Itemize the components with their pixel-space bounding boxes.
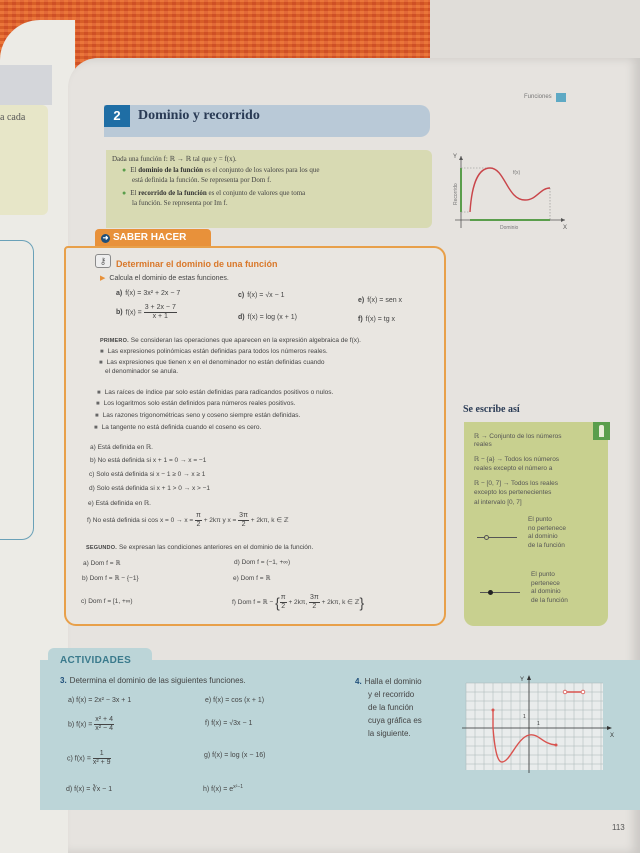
key-icon: ⚷ xyxy=(95,254,111,268)
rule-item: ■ Las razones trigonométricas seno y coseno siempre están definidas. xyxy=(95,412,301,419)
arrow-right-icon: ➜ xyxy=(102,235,109,242)
function-a: a) f(x) = 3x² + 2x − 7 xyxy=(116,290,181,297)
rule-item: ■ Las expresiones que tienen x en el denominador no están definidas cuando xyxy=(99,359,325,366)
notation-line: reales excepto el número a xyxy=(474,465,553,472)
svg-text:1: 1 xyxy=(537,721,540,727)
function-e: e) f(x) = sen x xyxy=(358,297,403,304)
function-d: d) f(x) = log (x + 1) xyxy=(238,314,298,321)
q4-prompt: 4. Halla el dominio y el recorrido de la función cuya gráfica es la siguiente. xyxy=(355,677,422,738)
result-b: b) Dom f = ℝ − {−1} xyxy=(82,575,139,582)
svg-text:Recorrido: Recorrido xyxy=(453,183,459,205)
square-bullet-icon: ■ xyxy=(94,425,98,431)
q3-item-d: d) f(x) = ∛x − 1 xyxy=(66,786,113,793)
svg-text:Y: Y xyxy=(453,154,458,160)
open-point-icon xyxy=(484,535,489,540)
se-escribe-asi-title: Se escribe así xyxy=(463,404,520,415)
result-c: c) Dom f = [1, +∞) xyxy=(81,598,133,605)
q3-item-f: f) f(x) = √3x − 1 xyxy=(205,720,253,727)
answer-b: b) No está definida si x + 1 = 0 → x = −1 xyxy=(90,457,207,464)
svg-text:X: X xyxy=(610,733,615,739)
svg-text:Y: Y xyxy=(520,677,525,683)
closed-point-desc: El punto pertenece al dominio de la función xyxy=(531,571,568,604)
definition-intro: Dada una función f: ℝ → ℝ tal que y = f(x). xyxy=(112,155,237,163)
chapter-label: Funciones xyxy=(524,94,552,100)
q3-prompt: 3. Determina el dominio de las siguientes funciones. xyxy=(60,676,246,685)
square-bullet-icon: ■ xyxy=(97,390,101,396)
result-f: f) Dom f = ℝ − { $\frac{\pi}{2}$ + 2kπ, $\frac{3\pi}{2}$ + 2kπ, k ∈ ℤ} xyxy=(232,594,365,611)
result-d: d) Dom f = (−1, +∞) xyxy=(234,559,291,566)
answer-a: a) Está definida en ℝ. xyxy=(90,444,153,451)
closed-point-line xyxy=(480,592,520,593)
triangle-bullet-icon: ▶ xyxy=(100,275,106,282)
q3-item-a: a) f(x) = 2x² − 3x + 1 xyxy=(68,697,132,704)
page-number: 113 xyxy=(612,823,625,832)
saber-hacer-title: Determinar el dominio de una función xyxy=(116,259,278,269)
segundo-text: SEGUNDO. Se expresan las condiciones anteriores en el dominio de la función. xyxy=(86,544,314,551)
saber-hacer-tab: ➜ SABER HACER xyxy=(95,229,211,246)
result-a: a) Dom f = ℝ xyxy=(83,560,121,567)
notation-line: ℝ → Conjunto de los números xyxy=(474,433,562,440)
square-bullet-icon: ■ xyxy=(95,413,99,419)
left-page-strip xyxy=(0,65,52,105)
result-e: e) Dom f = ℝ xyxy=(233,575,271,582)
notation-line: excepto los pertenecientes xyxy=(474,489,552,496)
q3-item-h: h) $f(x) = e^{x^2-1}$ xyxy=(203,784,244,793)
answer-c: c) Solo está definida si x − 1 ≥ 0 → x ≥ 1 xyxy=(89,471,206,478)
q3-item-b: b) f(x) = $\frac{\text{x² + 4}}{\text{x² − 4}}$ xyxy=(68,716,113,732)
rule-item-cont: el denominador se anula. xyxy=(105,368,178,375)
notation-line: reales xyxy=(474,441,492,448)
notation-line: ℝ − {a} → Todos los números xyxy=(474,456,560,463)
function-b: b) f(x) = $\frac{3 + 2x - 7}{x + 1}$ xyxy=(116,304,176,320)
notation-line: al intervalo [0, 7] xyxy=(474,499,522,506)
answer-d: d) Solo está definida si x + 1 > 0 → x > −1 xyxy=(89,485,211,492)
rule-item: ■ Las raíces de índice par solo están definidas para radicandos positivos o nulos. xyxy=(97,389,334,396)
q3-item-e: e) f(x) = cos (x + 1) xyxy=(205,697,265,704)
svg-text:X: X xyxy=(563,225,568,230)
primero-text: PRIMERO. Se consideran las operaciones que aparecen en la expresión algebraica de f(x). xyxy=(100,337,361,344)
open-point-desc: El punto no pertenece al dominio de la función xyxy=(528,516,566,549)
svg-text:Dominio: Dominio xyxy=(500,225,519,230)
definition-dominio: ● El dominio de la función es el conjunto de los valores para los que está definida la función. Se representa por Dom f. xyxy=(122,166,320,184)
square-bullet-icon: ■ xyxy=(96,401,100,407)
rule-item: ■ Los logaritmos solo están definidos para números reales positivos. xyxy=(96,400,296,407)
section-number: 2 xyxy=(104,105,130,127)
rule-item: ■ Las expresiones polinómicas están definidas para todos los números reales. xyxy=(100,348,328,355)
actividades-title: ACTIVIDADES xyxy=(60,655,132,666)
pencil-icon xyxy=(593,422,610,440)
domain-range-figure xyxy=(445,150,575,230)
q3-item-c: c) f(x) = $\frac{1}{\text{x² + 9}}$ xyxy=(67,750,111,766)
bullet-icon: ● xyxy=(122,166,127,174)
function-f: f) f(x) = tg x xyxy=(358,316,396,323)
notation-line: ℝ − [0, 7] → Todos los reales xyxy=(474,480,558,487)
function-c: c) f(x) = √x − 1 xyxy=(238,292,285,299)
answer-f: f) No está definida si cos x = 0 → x = $\frac{\pi}{2}$ + 2kπ y x = $\frac{3\pi}{2}$ + 2kπ, k ∈ ℤ xyxy=(87,512,289,528)
closed-point-icon xyxy=(488,590,493,595)
square-bullet-icon: ■ xyxy=(99,360,103,366)
chapter-badge xyxy=(556,93,566,102)
svg-text:f(x): f(x) xyxy=(513,170,521,176)
answer-e: e) Está definida en ℝ. xyxy=(88,500,151,507)
q4-function-graph xyxy=(462,673,617,773)
definition-recorrido: ● El recorrido de la función es el conjunto de valores que toma la función. Se representa por Im f. xyxy=(122,189,306,207)
left-page-frame xyxy=(0,240,34,540)
left-page-fragment: a cada xyxy=(0,112,26,123)
open-point-line xyxy=(477,537,517,538)
bullet-icon: ● xyxy=(122,189,127,197)
saber-hacer-prompt: ▶ Calcula el dominio de estas funciones. xyxy=(100,275,229,282)
svg-text:1: 1 xyxy=(523,714,526,720)
q3-item-g: g) f(x) = log (x − 16) xyxy=(204,752,266,759)
square-bullet-icon: ■ xyxy=(100,349,104,355)
rule-item: ■ La tangente no está definida cuando el coseno es cero. xyxy=(94,424,262,431)
section-title: Dominio y recorrido xyxy=(138,108,260,123)
